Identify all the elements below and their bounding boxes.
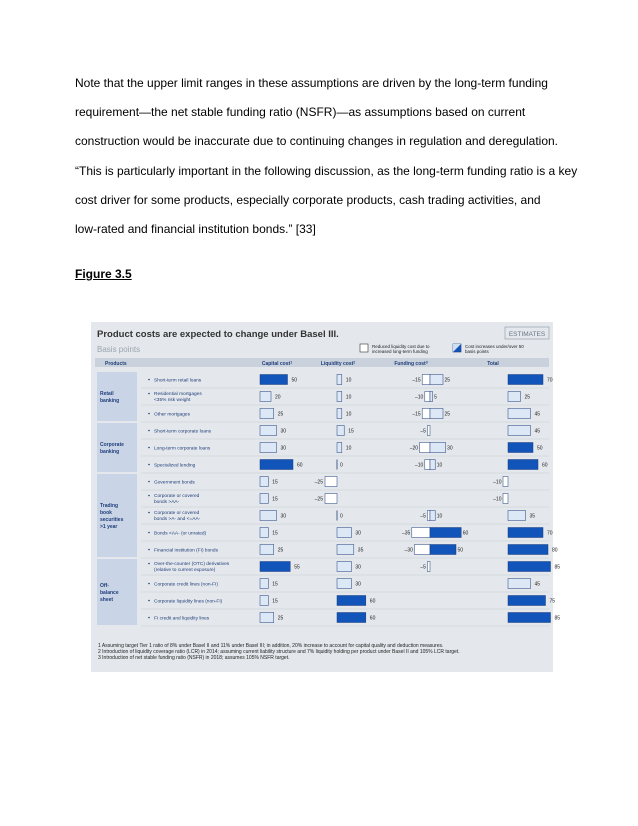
bullet-icon xyxy=(148,393,150,395)
total-value: 45 xyxy=(534,411,541,418)
funding-high-value: 60 xyxy=(462,530,469,537)
product-label: Over-the-counter (OTC) derivatives xyxy=(154,562,230,567)
funding-high-value: 5 xyxy=(434,394,437,401)
group-label: Off- xyxy=(100,583,109,589)
bullet-icon xyxy=(148,495,150,497)
funding-high-value: 30 xyxy=(447,445,453,452)
funding-low-value: –15 xyxy=(412,377,421,384)
total-value: 45 xyxy=(534,581,541,588)
bullet-icon xyxy=(148,447,150,449)
bullet-icon xyxy=(148,617,150,619)
funding-reduced-bar xyxy=(420,443,430,453)
capital-bar xyxy=(260,613,274,623)
capital-value: 25 xyxy=(277,615,284,622)
funding-reduced-bar xyxy=(427,511,430,521)
bullet-icon xyxy=(148,600,150,602)
total-value: –10 xyxy=(493,496,502,503)
funding-increase-bar xyxy=(430,443,446,453)
total-bar xyxy=(508,545,548,555)
liquidity-value: 30 xyxy=(355,564,361,571)
column-header-liquidity: Liquidity cost$^2$ xyxy=(320,360,356,367)
product-label: <35% risk weight xyxy=(154,398,191,403)
liquidity-value: –25 xyxy=(314,496,323,503)
product-label: Corporate or covered xyxy=(154,494,200,499)
group-label: securities xyxy=(100,517,124,523)
liquidity-value: –25 xyxy=(314,479,323,486)
total-value: 35 xyxy=(529,513,536,520)
total-bar xyxy=(508,409,531,419)
product-label: bonds >AA- xyxy=(154,500,180,505)
capital-value: 25 xyxy=(277,411,284,418)
capital-bar xyxy=(260,562,290,572)
column-header-capital: Capital cost$^1$ xyxy=(261,360,293,367)
group-label: book xyxy=(100,510,112,516)
funding-increase-bar xyxy=(430,409,443,419)
group-label: sheet xyxy=(100,597,114,603)
total-value: 85 xyxy=(554,615,561,622)
figure-3-5-panel xyxy=(91,322,561,672)
capital-bar xyxy=(260,426,277,436)
funding-reduced-bar xyxy=(425,460,430,470)
bullet-icon xyxy=(148,563,150,565)
legend-reduced-swatch xyxy=(360,344,368,352)
funding-low-value: –30 xyxy=(404,547,413,554)
footnote-1: 1 Assuming target Tier 1 ratio of 8% under Basel II and 11% under Basel III; in addition, 20% increase to account for capital quality and deduction measures. xyxy=(98,643,444,649)
liquidity-value: 10 xyxy=(345,411,352,418)
legend-reduced-text: increased long-term funding xyxy=(372,349,428,354)
capital-bar xyxy=(260,528,268,538)
liquidity-bar xyxy=(337,613,366,623)
liquidity-value: 0 xyxy=(340,513,343,520)
body-text-line: requirement—the net stable funding ratio (NSFR)—as assumptions based on current xyxy=(75,105,526,119)
total-value: 60 xyxy=(542,462,548,469)
product-label: Short-term retail loans xyxy=(154,378,202,384)
total-bar xyxy=(508,375,543,385)
legend-increase-text: basis points xyxy=(465,349,489,354)
funding-reduced-bar xyxy=(422,375,430,385)
funding-increase-bar xyxy=(430,392,433,402)
liquidity-bar xyxy=(325,477,337,487)
bullet-icon xyxy=(148,481,150,483)
liquidity-value: 10 xyxy=(345,377,352,384)
liquidity-bar xyxy=(337,426,344,436)
funding-low-value: –10 xyxy=(414,462,424,469)
total-value: 25 xyxy=(524,394,531,401)
figure-label: Figure 3.5 xyxy=(75,267,132,281)
product-label: bonds >A- and <=AA- xyxy=(154,517,201,522)
liquidity-value: 10 xyxy=(345,445,352,452)
bullet-icon xyxy=(148,413,150,415)
group-label: Trading xyxy=(100,503,119,509)
total-value: 85 xyxy=(554,564,561,571)
capital-value: 30 xyxy=(280,445,287,452)
liquidity-bar xyxy=(325,494,337,504)
funding-low-value: –5 xyxy=(420,564,426,571)
total-bar xyxy=(508,579,531,589)
liquidity-bar xyxy=(337,443,342,453)
liquidity-value: 15 xyxy=(348,428,354,435)
total-value: 70 xyxy=(547,530,553,537)
column-header-total: Total xyxy=(487,361,499,367)
liquidity-value: 60 xyxy=(369,598,376,605)
group-label: Retail xyxy=(100,391,114,397)
total-value: 80 xyxy=(552,547,558,554)
group-label: banking xyxy=(100,449,120,455)
funding-reduced-bar xyxy=(422,409,430,419)
capital-value: 15 xyxy=(272,496,278,503)
capital-value: 20 xyxy=(275,394,281,401)
footnote-3: 3 Introduction of net stable funding ratio (NSFR) in 2018; assumes 105% NSFR target. xyxy=(98,655,290,661)
capital-bar xyxy=(260,477,268,487)
liquidity-bar xyxy=(337,562,351,572)
funding-low-value: –15 xyxy=(412,411,421,418)
column-header-products: Products xyxy=(105,361,127,367)
liquidity-value: 60 xyxy=(369,615,376,622)
funding-reduced-bar xyxy=(412,528,430,538)
product-label: Other mortgages xyxy=(154,412,190,418)
funding-high-value: 25 xyxy=(444,411,451,418)
group-label: banking xyxy=(100,398,120,404)
total-bar xyxy=(508,392,521,402)
capital-bar xyxy=(260,494,268,504)
total-value: 50 xyxy=(537,445,543,452)
liquidity-value: 10 xyxy=(345,394,352,401)
funding-increase-bar xyxy=(430,545,456,555)
legend-reduced-text: Reduced liquidity cost due to xyxy=(372,344,430,349)
total-value: –10 xyxy=(493,479,502,486)
funding-high-value: 50 xyxy=(457,547,464,554)
funding-reduced-bar xyxy=(425,392,430,402)
group-label: >1 year xyxy=(100,524,118,530)
total-bar xyxy=(503,494,508,504)
bullet-icon xyxy=(148,430,150,432)
column-header-funding: Funding cost$^3$ xyxy=(394,360,428,367)
liquidity-bar xyxy=(337,409,342,419)
product-label: Corporate or covered xyxy=(154,511,200,516)
capital-value: 15 xyxy=(272,530,278,537)
funding-high-value: 10 xyxy=(436,513,443,520)
liquidity-bar xyxy=(337,596,366,606)
product-label: FI credit and liquidity lines xyxy=(154,616,210,622)
bullet-icon xyxy=(148,379,150,381)
total-value: 45 xyxy=(534,428,541,435)
funding-low-value: –5 xyxy=(420,428,426,435)
capital-value: 15 xyxy=(272,581,278,588)
bullet-icon xyxy=(148,549,150,551)
product-label: Corporate credit lines (non-FI) xyxy=(154,582,218,588)
funding-low-value: –20 xyxy=(409,445,419,452)
funding-increase-bar xyxy=(430,460,435,470)
figure-subtitle: Basis points xyxy=(97,345,141,354)
total-bar xyxy=(508,562,551,572)
total-bar xyxy=(508,511,526,521)
funding-increase-bar xyxy=(430,375,443,385)
capital-bar xyxy=(260,443,277,453)
estimates-badge-label: ESTIMATES xyxy=(508,331,546,338)
total-value: 75 xyxy=(549,598,556,605)
bullet-icon xyxy=(148,532,150,534)
total-bar xyxy=(508,443,533,453)
total-bar xyxy=(508,596,546,606)
liquidity-value: 30 xyxy=(355,530,361,537)
liquidity-bar xyxy=(337,545,354,555)
capital-bar xyxy=(260,460,293,470)
capital-value: 30 xyxy=(280,513,287,520)
body-text-line: construction would be inaccurate due to continuing changes in regulation and deregulation. xyxy=(75,134,558,148)
capital-bar xyxy=(260,545,274,555)
capital-value: 15 xyxy=(272,479,278,486)
capital-bar xyxy=(260,596,268,606)
capital-value: 50 xyxy=(291,377,298,384)
liquidity-value: 35 xyxy=(357,547,364,554)
funding-reduced-bar xyxy=(427,426,430,436)
capital-bar xyxy=(260,409,274,419)
capital-value: 55 xyxy=(294,564,300,571)
capital-value: 25 xyxy=(277,547,284,554)
product-label: Long-term corporate loans xyxy=(154,446,211,452)
product-label: Short-term corporate loans xyxy=(154,429,212,435)
total-value: 70 xyxy=(547,377,553,384)
total-bar xyxy=(508,426,531,436)
group-label: balance xyxy=(100,590,119,596)
product-label: (relative to current exposure) xyxy=(154,568,216,573)
liquidity-bar xyxy=(337,528,351,538)
funding-high-value: 10 xyxy=(436,462,443,469)
funding-low-value: –35 xyxy=(401,530,411,537)
capital-bar xyxy=(260,579,268,589)
capital-bar xyxy=(260,375,288,385)
body-text-line: “This is particularly important in the following discussion, as the long-term funding ratio is a key xyxy=(75,164,578,178)
liquidity-bar xyxy=(337,392,342,402)
total-bar xyxy=(508,528,543,538)
product-label: Corporate liquidity lines (non-FI) xyxy=(154,599,223,605)
funding-low-value: –5 xyxy=(420,513,426,520)
funding-increase-bar xyxy=(430,528,461,538)
bullet-icon xyxy=(148,583,150,585)
product-label: Specialized lending xyxy=(154,463,196,469)
legend-increase-text: Cost increases under/over 50 xyxy=(465,344,524,349)
bullet-icon xyxy=(148,464,150,466)
liquidity-value: 30 xyxy=(355,581,361,588)
funding-high-value: 25 xyxy=(444,377,451,384)
liquidity-bar xyxy=(337,579,351,589)
total-bar xyxy=(508,460,538,470)
capital-bar xyxy=(260,511,277,521)
capital-bar xyxy=(260,392,271,402)
funding-reduced-bar xyxy=(414,545,430,555)
funding-reduced-bar xyxy=(427,562,430,572)
cost-table-chart xyxy=(91,322,561,672)
footnote-2: 2 Introduction of liquidity coverage ratio (LCR) in 2014; assuming current liability structure and 7% liquidity holding per product under Basel II and 105% LCR target. xyxy=(98,649,460,655)
total-bar xyxy=(503,477,508,487)
body-text-line: cost driver for some products, especially corporate products, cash trading activities, and xyxy=(75,193,541,207)
capital-value: 60 xyxy=(297,462,303,469)
product-label: Financial institution (FI) bonds xyxy=(154,548,218,554)
figure-title: Product costs are expected to change under Basel III. xyxy=(97,329,339,340)
product-label: Residential mortgages xyxy=(154,392,202,397)
body-text-line: low-rated and financial institution bonds.” [33] xyxy=(75,222,316,236)
capital-value: 15 xyxy=(272,598,278,605)
body-text-line: Note that the upper limit ranges in these assumptions are driven by the long-term funding xyxy=(75,76,548,90)
product-label: Bonds <AA- (or unrated) xyxy=(154,531,207,537)
funding-low-value: –10 xyxy=(414,394,424,401)
product-label: Government bonds xyxy=(154,480,195,486)
group-label: Corporate xyxy=(100,442,124,448)
funding-increase-bar xyxy=(430,511,435,521)
liquidity-bar xyxy=(337,375,342,385)
bullet-icon xyxy=(148,512,150,514)
liquidity-value: 0 xyxy=(340,462,343,469)
total-bar xyxy=(508,613,551,623)
capital-value: 30 xyxy=(280,428,287,435)
